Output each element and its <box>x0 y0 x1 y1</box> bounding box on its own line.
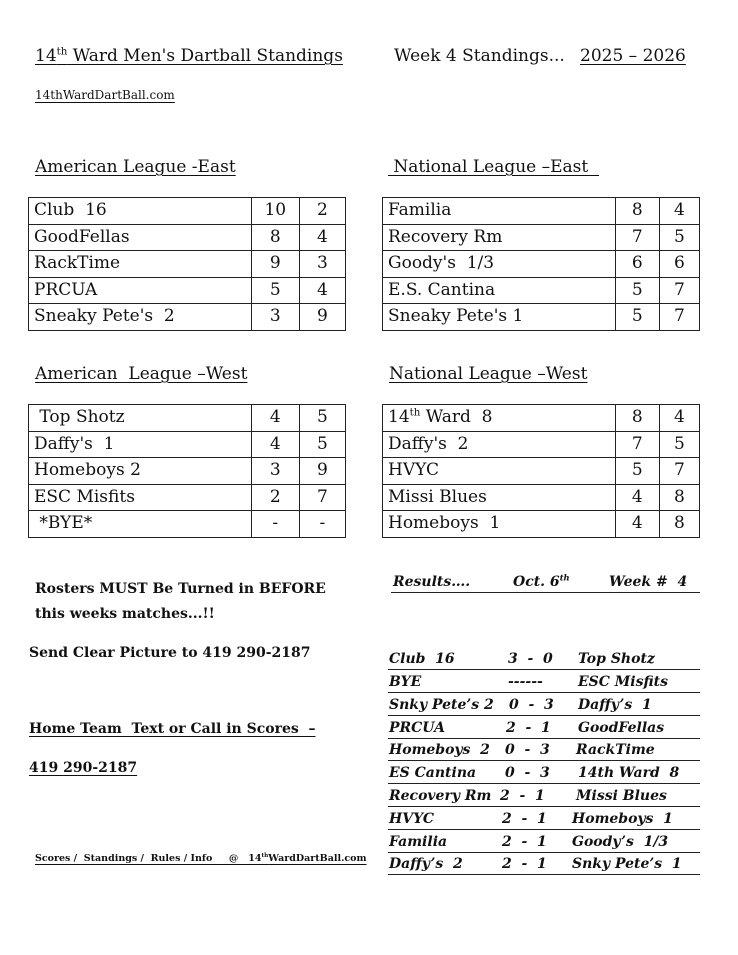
table-row <box>29 224 346 251</box>
wins: 8 <box>615 198 659 225</box>
nl-west-heading: National League –West <box>389 364 588 384</box>
result-row <box>388 716 700 739</box>
team-name: GoodFellas <box>29 224 252 251</box>
team-name: Daffy's 2 <box>383 431 616 458</box>
away-team: Snky Pete’s 1 <box>572 856 682 872</box>
score: 2 - 1 <box>506 720 551 736</box>
score: 0 - 3 <box>509 697 554 713</box>
wins: 5 <box>615 304 659 331</box>
team-name: PRCUA <box>29 277 252 304</box>
team-sup: th <box>409 407 421 419</box>
table-row <box>29 405 346 432</box>
table-row <box>383 224 700 251</box>
wins: 5 <box>251 277 299 304</box>
losses: 5 <box>659 431 699 458</box>
rosters-notice-line1: Rosters MUST Be Turned in BEFORE <box>35 581 326 597</box>
result-row <box>388 738 700 761</box>
wins: 9 <box>251 251 299 278</box>
al-west-table <box>28 404 346 538</box>
wins: 5 <box>615 277 659 304</box>
score: 2 - 1 <box>502 834 547 850</box>
result-row <box>388 784 700 807</box>
results-date <box>513 574 570 590</box>
losses: 9 <box>299 304 345 331</box>
away-team: 14th Ward 8 <box>578 765 680 781</box>
al-east-heading: American League -East <box>35 157 236 177</box>
team-text: Ward 8 <box>420 407 493 428</box>
team-name: ESC Misfits <box>29 484 252 511</box>
home-team-notice: Home Team Text or Call in Scores – <box>29 721 316 737</box>
losses: 5 <box>299 431 345 458</box>
losses: 5 <box>659 224 699 251</box>
al-east-table <box>28 197 346 331</box>
score: 2 - 1 <box>500 788 545 804</box>
wins: 10 <box>251 198 299 225</box>
home-team: PRCUA <box>389 720 445 736</box>
home-team: Recovery Rm <box>389 788 492 804</box>
table-row <box>383 304 700 331</box>
score: 3 - 0 <box>508 651 553 667</box>
season-label: 2025 – 2026 <box>580 46 686 66</box>
wins: 8 <box>615 405 659 432</box>
title-number: 14 <box>35 46 57 66</box>
team-name: Recovery Rm <box>383 224 616 251</box>
losses: 7 <box>659 458 699 485</box>
home-team: ES Cantina <box>389 765 477 781</box>
rosters-notice-line2: this weeks matches...!! <box>35 606 215 622</box>
away-team: GoodFellas <box>578 720 665 736</box>
team-name: Goody's 1/3 <box>383 251 616 278</box>
nl-east-heading: National League –East <box>388 157 600 177</box>
wins: 2 <box>251 484 299 511</box>
losses: 8 <box>659 484 699 511</box>
home-team: Homeboys 2 <box>389 742 490 758</box>
home-team: BYE <box>389 674 422 690</box>
score: 2 - 1 <box>502 811 547 827</box>
week-label: Week 4 Standings... <box>394 46 565 66</box>
send-picture-notice: Send Clear Picture to 419 290-2187 <box>29 645 311 661</box>
table-row <box>383 277 700 304</box>
team-number: 14 <box>388 407 410 428</box>
losses: 4 <box>659 405 699 432</box>
wins: 7 <box>615 431 659 458</box>
team-name: Sneaky Pete's 1 <box>383 304 616 331</box>
team-name: Homeboys 1 <box>383 511 616 538</box>
losses: 3 <box>299 251 345 278</box>
home-team: Daffy’s 2 <box>389 856 463 872</box>
losses: 4 <box>299 277 345 304</box>
away-team: Homeboys 1 <box>572 811 673 827</box>
team-name: Sneaky Pete's 2 <box>29 304 252 331</box>
home-team: Club 16 <box>389 651 455 667</box>
losses: 7 <box>659 277 699 304</box>
footer-note <box>35 853 367 864</box>
results-week: Week # 4 <box>609 574 688 590</box>
wins: 3 <box>251 304 299 331</box>
wins: 3 <box>251 458 299 485</box>
losses: 4 <box>659 198 699 225</box>
date-text: Oct. 6 <box>513 574 560 590</box>
score: 2 - 1 <box>502 856 547 872</box>
result-row <box>388 807 700 830</box>
team-name: HVYC <box>383 458 616 485</box>
score: 0 - 3 <box>505 742 550 758</box>
away-team: ESC Misfits <box>578 674 669 690</box>
wins: 4 <box>251 431 299 458</box>
team-name: Daffy's 1 <box>29 431 252 458</box>
team-name: Club 16 <box>29 198 252 225</box>
losses: 7 <box>659 304 699 331</box>
team-name: *BYE* <box>29 511 252 538</box>
losses: 8 <box>659 511 699 538</box>
footer-text: Scores / Standings / Rules / Info @ 14 <box>35 853 262 864</box>
results-label: Results…. <box>393 574 471 590</box>
table-row <box>29 511 346 538</box>
away-team: Top Shotz <box>578 651 655 667</box>
nl-west-table <box>382 404 700 538</box>
table-row <box>383 405 700 432</box>
table-row <box>383 431 700 458</box>
wins: 8 <box>251 224 299 251</box>
wins: 6 <box>615 251 659 278</box>
table-row <box>383 198 700 225</box>
title-sup: th <box>56 46 68 58</box>
team-name: RackTime <box>29 251 252 278</box>
wins: 5 <box>615 458 659 485</box>
result-row <box>388 761 700 784</box>
team-name: E.S. Cantina <box>383 277 616 304</box>
losses: 4 <box>299 224 345 251</box>
table-row <box>383 458 700 485</box>
team-name: Familia <box>383 198 616 225</box>
away-team: Daffy’s 1 <box>578 697 652 713</box>
result-row <box>388 670 700 693</box>
losses: - <box>299 511 345 538</box>
date-sup: th <box>559 572 570 583</box>
home-team: Snky Pete’s 2 <box>389 697 494 713</box>
page-title <box>35 46 343 66</box>
wins: 7 <box>615 224 659 251</box>
table-row <box>29 251 346 278</box>
wins: 4 <box>615 484 659 511</box>
home-team: Familia <box>389 834 448 850</box>
al-west-heading: American League –West <box>35 364 248 384</box>
nl-east-table <box>382 197 700 331</box>
result-row <box>388 693 700 716</box>
footer-sup: th <box>261 852 269 859</box>
losses: 6 <box>659 251 699 278</box>
results-header <box>391 574 700 593</box>
table-row <box>29 458 346 485</box>
wins: - <box>251 511 299 538</box>
losses: 9 <box>299 458 345 485</box>
away-team: Goody’s 1/3 <box>572 834 669 850</box>
home-team: HVYC <box>389 811 434 827</box>
phone-number[interactable]: 419 290-2187 <box>29 760 138 776</box>
footer-site: WardDartBall.com <box>268 853 367 864</box>
table-row <box>383 251 700 278</box>
site-link[interactable]: 14thWardDartBall.com <box>35 88 175 102</box>
table-row <box>29 431 346 458</box>
losses: 5 <box>299 405 345 432</box>
table-row <box>29 304 346 331</box>
wins: 4 <box>251 405 299 432</box>
table-row <box>383 484 700 511</box>
result-row <box>388 830 700 853</box>
table-row <box>29 484 346 511</box>
team-name: Missi Blues <box>383 484 616 511</box>
losses: 7 <box>299 484 345 511</box>
title-text: Ward Men's Dartball Standings <box>67 46 343 66</box>
team-name: Homeboys 2 <box>29 458 252 485</box>
result-row <box>388 647 700 670</box>
table-row <box>29 277 346 304</box>
table-row <box>383 511 700 538</box>
score: 0 - 3 <box>505 765 550 781</box>
team-name: Top Shotz <box>29 405 252 432</box>
table-row <box>29 198 346 225</box>
wins: 4 <box>615 511 659 538</box>
losses: 2 <box>299 198 345 225</box>
score: ------ <box>508 674 543 690</box>
away-team: Missi Blues <box>576 788 667 804</box>
result-row <box>388 852 700 875</box>
team-name <box>383 405 616 432</box>
away-team: RackTime <box>576 742 655 758</box>
